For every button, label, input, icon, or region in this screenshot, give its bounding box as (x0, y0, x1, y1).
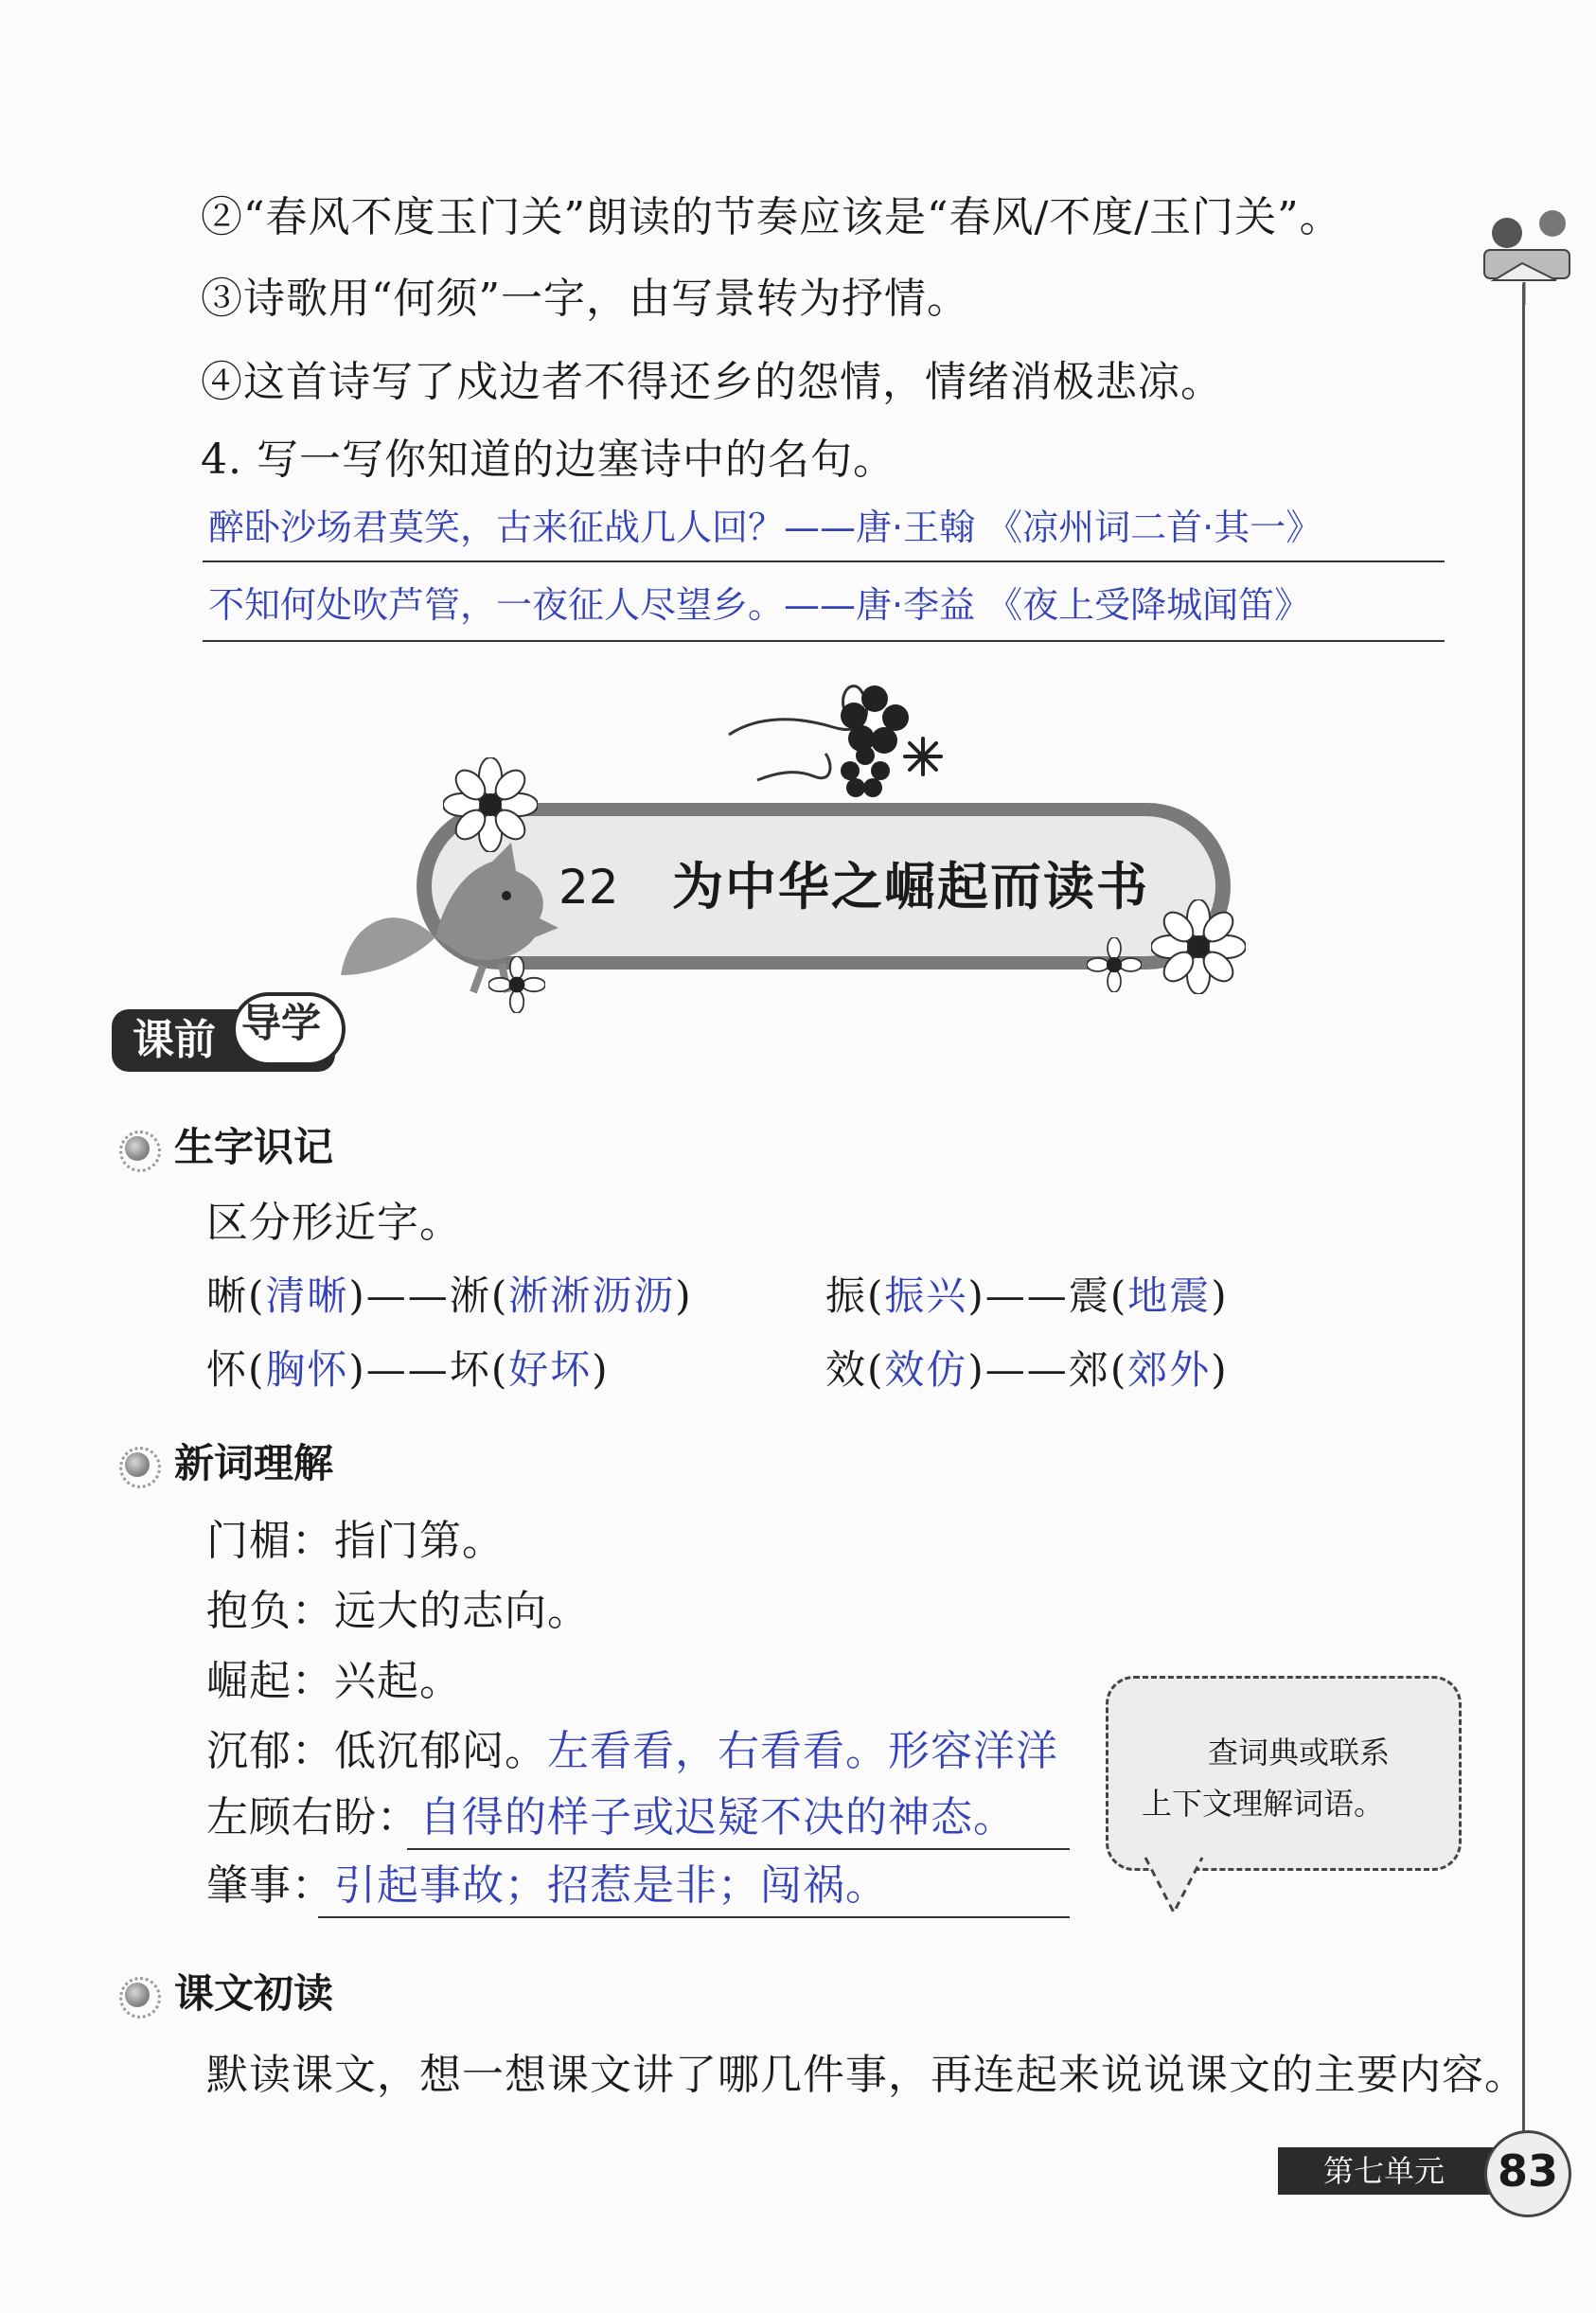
footer-unit-label: 第七单元 (1323, 2153, 1445, 2189)
section-bullet-icon (125, 1983, 150, 2007)
vocab-answer: 引起事故；招惹是非；闯祸。 (334, 1861, 888, 1910)
flower-icon (488, 956, 545, 1013)
char: 坏 (449, 1346, 491, 1393)
lesson-number: 22 (559, 860, 619, 915)
char: 震 (1068, 1272, 1110, 1319)
flower-icon (1151, 899, 1246, 994)
char-word: 好坏 (508, 1346, 593, 1393)
vocab-entry (206, 1858, 888, 1914)
answer-line-1 (203, 560, 1445, 562)
vocab-entry (206, 1513, 505, 1570)
exercise-item-4: ④这首诗写了戍边者不得还乡的怨情，情绪消极悲凉。 (201, 358, 1223, 406)
char: 郊 (1068, 1346, 1110, 1393)
vocab-term: 崛起： (206, 1657, 334, 1705)
vocab-term: 左顾右盼： (206, 1793, 419, 1842)
vocab-definition: 远大的志向。 (334, 1587, 590, 1635)
char-word: 清晰 (265, 1272, 349, 1319)
flower-icon (837, 744, 894, 801)
badge-label-part2: 导学 (241, 1000, 322, 1046)
char-word: 振兴 (884, 1272, 968, 1319)
char-word: 淅淅沥沥 (508, 1272, 676, 1319)
section-heading-chars: 生字识记 (174, 1124, 334, 1170)
vocab-definition: 指门第。 (334, 1517, 505, 1565)
reading-kids-illustration-icon (1465, 187, 1585, 305)
answer-line (318, 1916, 1070, 1918)
char-pair: 效(效仿)——郊(郊外) (825, 1346, 1229, 1393)
answer-line (407, 1848, 1070, 1850)
char: 晰 (206, 1272, 249, 1319)
vocab-term: 肇事： (206, 1861, 334, 1910)
section-bullet-icon (125, 1452, 150, 1477)
vocab-entry (206, 1723, 1058, 1780)
exercise-item-2: ②“春风不度玉门关”朗读的节奏应该是“春风/不度/玉门关”。 (201, 193, 1342, 241)
page-number: 83 (1497, 2145, 1558, 2197)
chars-instruction: 区分形近字。 (206, 1199, 462, 1247)
char-word: 胸怀 (265, 1346, 349, 1393)
char-pair: 晰(清晰)——淅(淅淅沥沥) (206, 1272, 693, 1319)
vocab-term: 沉郁： (206, 1727, 334, 1775)
vocab-entry (206, 1583, 590, 1640)
flower-icon (443, 757, 538, 852)
margin-rail (1522, 284, 1525, 2197)
exercise-item-3: ③诗歌用“何须”一字，由写景转为抒情。 (201, 275, 969, 323)
reading-prompt: 默读课文，想一想课文讲了哪几件事，再连起来说说课文的主要内容。 (206, 2051, 1527, 2099)
vocab-answer: 左看看，右看看。形容洋洋 (547, 1727, 1058, 1775)
char-word: 地震 (1127, 1272, 1212, 1319)
question-4-prompt: 4. 写一写你知道的边塞诗中的名句。 (201, 436, 896, 484)
char: 效 (825, 1346, 868, 1393)
vocab-answer: 自得的样子或迟疑不决的神态。 (419, 1793, 1016, 1842)
char-pair: 振(振兴)——震(地震) (825, 1272, 1229, 1319)
bubble-tail-icon (1136, 1856, 1221, 1922)
section-heading-vocab: 新词理解 (174, 1440, 334, 1486)
section-bullet-icon (125, 1136, 150, 1161)
vocab-entry (206, 1789, 1016, 1846)
q4-answer-1: 醉卧沙场君莫笑，古来征战几人回？——唐·王翰 《凉州词二首·其一》 (208, 507, 1322, 548)
vocab-definition: 兴起。 (334, 1657, 462, 1705)
badge-label-part1: 课前 (133, 1016, 216, 1064)
vocab-definition: 低沉郁闷。 (334, 1727, 547, 1775)
char: 淅 (449, 1272, 491, 1319)
answer-line-2 (203, 640, 1445, 642)
char-word: 效仿 (884, 1346, 968, 1393)
tip-text-line2: 上下文理解词语。 (1142, 1786, 1385, 1822)
q4-answer-2: 不知何处吹芦管，一夜征人尽望乡。——唐·李益 《夜上受降城闻笛》 (208, 584, 1311, 626)
flower-icon (1087, 937, 1142, 992)
lesson-title: 为中华之崛起而读书 (672, 857, 1149, 916)
section-heading-reading: 课文初读 (174, 1970, 334, 2017)
char-word: 郊外 (1127, 1346, 1212, 1393)
char: 振 (825, 1272, 868, 1319)
vocab-term: 门楣： (206, 1517, 334, 1565)
char-pair: 怀(胸怀)——坏(好坏) (206, 1346, 610, 1393)
tip-text-line1: 查词典或联系 (1208, 1735, 1391, 1770)
sparkle-icon (901, 735, 945, 778)
vocab-term: 抱负： (206, 1587, 334, 1635)
char: 怀 (206, 1346, 249, 1393)
vocab-entry (206, 1653, 462, 1710)
